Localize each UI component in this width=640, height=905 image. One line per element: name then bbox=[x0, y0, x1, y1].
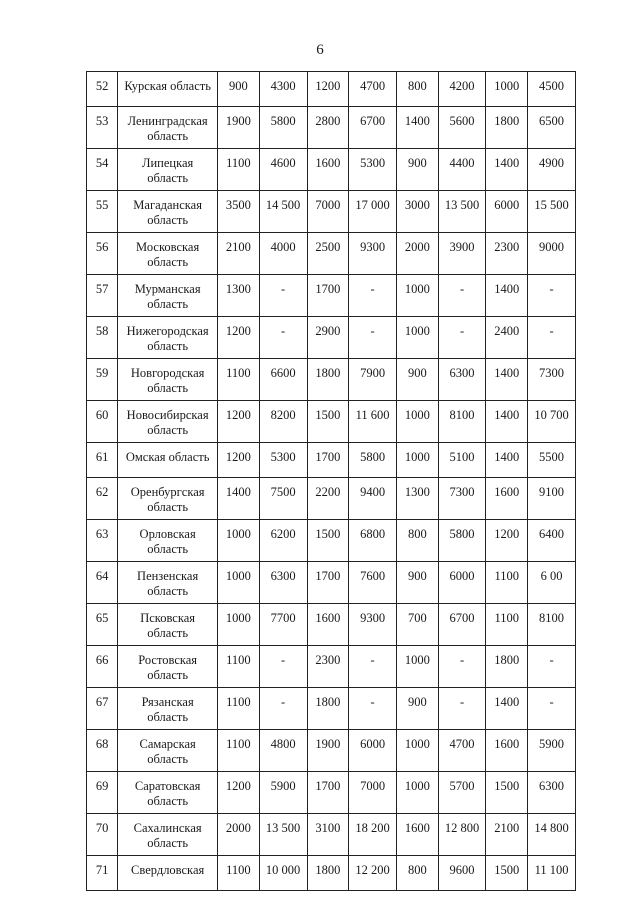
value-cell: 7300 bbox=[438, 478, 486, 520]
value-cell: 4300 bbox=[259, 72, 307, 107]
value-cell: 1100 bbox=[218, 856, 260, 891]
value-cell: 6700 bbox=[349, 107, 397, 149]
value-cell: 6300 bbox=[438, 359, 486, 401]
region-name-cell: Ростовская область bbox=[118, 646, 218, 688]
value-cell: 14 500 bbox=[259, 191, 307, 233]
region-name-cell: Новгородская область bbox=[118, 359, 218, 401]
value-cell: - bbox=[528, 646, 576, 688]
value-cell: - bbox=[438, 646, 486, 688]
value-cell: 18 200 bbox=[349, 814, 397, 856]
value-cell: 1100 bbox=[218, 688, 260, 730]
value-cell: 1000 bbox=[397, 443, 439, 478]
value-cell: 800 bbox=[397, 520, 439, 562]
value-cell: 4800 bbox=[259, 730, 307, 772]
value-cell: 2100 bbox=[218, 233, 260, 275]
region-name-cell: Самарская область bbox=[118, 730, 218, 772]
value-cell: 17 000 bbox=[349, 191, 397, 233]
table-row bbox=[87, 107, 576, 149]
value-cell: 1200 bbox=[218, 443, 260, 478]
value-cell: 4600 bbox=[259, 149, 307, 191]
value-cell: 1500 bbox=[486, 772, 528, 814]
row-number-cell: 71 bbox=[87, 856, 118, 891]
value-cell: 6400 bbox=[528, 520, 576, 562]
value-cell: 6000 bbox=[438, 562, 486, 604]
value-cell: 6300 bbox=[259, 562, 307, 604]
row-number-cell: 65 bbox=[87, 604, 118, 646]
value-cell: - bbox=[349, 688, 397, 730]
value-cell: 900 bbox=[397, 359, 439, 401]
value-cell: 6300 bbox=[528, 772, 576, 814]
value-cell: 5600 bbox=[438, 107, 486, 149]
value-cell: 3000 bbox=[397, 191, 439, 233]
row-number-cell: 70 bbox=[87, 814, 118, 856]
value-cell: 2000 bbox=[218, 814, 260, 856]
value-cell: 4500 bbox=[528, 72, 576, 107]
value-cell: 1800 bbox=[486, 107, 528, 149]
row-number-cell: 55 bbox=[87, 191, 118, 233]
table-row bbox=[87, 772, 576, 814]
value-cell: 2400 bbox=[486, 317, 528, 359]
table-row bbox=[87, 856, 576, 891]
value-cell: 1200 bbox=[218, 317, 260, 359]
region-name-cell: Нижегородская область bbox=[118, 317, 218, 359]
value-cell: 1800 bbox=[307, 856, 349, 891]
row-number-cell: 59 bbox=[87, 359, 118, 401]
value-cell: 4700 bbox=[438, 730, 486, 772]
value-cell: 8100 bbox=[528, 604, 576, 646]
value-cell: 1400 bbox=[486, 275, 528, 317]
value-cell: 1300 bbox=[397, 478, 439, 520]
value-cell: 9100 bbox=[528, 478, 576, 520]
value-cell: 900 bbox=[397, 688, 439, 730]
value-cell: 800 bbox=[397, 856, 439, 891]
region-name-cell: Рязанская область bbox=[118, 688, 218, 730]
table-body bbox=[87, 72, 576, 891]
value-cell: 13 500 bbox=[438, 191, 486, 233]
value-cell: 2300 bbox=[307, 646, 349, 688]
value-cell: 1200 bbox=[218, 401, 260, 443]
value-cell: 5800 bbox=[349, 443, 397, 478]
row-number-cell: 56 bbox=[87, 233, 118, 275]
row-number-cell: 64 bbox=[87, 562, 118, 604]
table-row bbox=[87, 646, 576, 688]
value-cell: 6800 bbox=[349, 520, 397, 562]
value-cell: 900 bbox=[397, 562, 439, 604]
table-row bbox=[87, 359, 576, 401]
table-row bbox=[87, 688, 576, 730]
value-cell: - bbox=[528, 275, 576, 317]
table-row bbox=[87, 72, 576, 107]
value-cell: 1400 bbox=[486, 359, 528, 401]
value-cell: 3500 bbox=[218, 191, 260, 233]
tariff-table bbox=[86, 71, 576, 891]
table-row bbox=[87, 730, 576, 772]
region-name-cell: Свердловская bbox=[118, 856, 218, 891]
row-number-cell: 66 bbox=[87, 646, 118, 688]
value-cell: 1400 bbox=[486, 149, 528, 191]
value-cell: 1100 bbox=[486, 604, 528, 646]
value-cell: 15 500 bbox=[528, 191, 576, 233]
value-cell: 1100 bbox=[218, 730, 260, 772]
value-cell: 6000 bbox=[486, 191, 528, 233]
value-cell: 5100 bbox=[438, 443, 486, 478]
value-cell: - bbox=[528, 688, 576, 730]
value-cell: 1000 bbox=[397, 317, 439, 359]
value-cell: - bbox=[349, 317, 397, 359]
region-name-cell: Магаданская область bbox=[118, 191, 218, 233]
region-name-cell: Мурманская область bbox=[118, 275, 218, 317]
value-cell: 9300 bbox=[349, 604, 397, 646]
region-name-cell: Липецкая область bbox=[118, 149, 218, 191]
value-cell: 10 000 bbox=[259, 856, 307, 891]
value-cell: 1600 bbox=[307, 604, 349, 646]
value-cell: 1500 bbox=[307, 520, 349, 562]
value-cell: 1100 bbox=[218, 359, 260, 401]
value-cell: 5900 bbox=[528, 730, 576, 772]
value-cell: 9000 bbox=[528, 233, 576, 275]
value-cell: 8200 bbox=[259, 401, 307, 443]
value-cell: 1600 bbox=[486, 730, 528, 772]
region-name-cell: Пензенская область bbox=[118, 562, 218, 604]
value-cell: 1800 bbox=[307, 359, 349, 401]
table-row bbox=[87, 562, 576, 604]
region-name-cell: Псковская область bbox=[118, 604, 218, 646]
table-row bbox=[87, 401, 576, 443]
value-cell: 7000 bbox=[307, 191, 349, 233]
row-number-cell: 61 bbox=[87, 443, 118, 478]
value-cell: 1100 bbox=[486, 562, 528, 604]
value-cell: 1700 bbox=[307, 562, 349, 604]
value-cell: 9300 bbox=[349, 233, 397, 275]
value-cell: - bbox=[528, 317, 576, 359]
value-cell: 5800 bbox=[438, 520, 486, 562]
value-cell: 7900 bbox=[349, 359, 397, 401]
value-cell: 1700 bbox=[307, 275, 349, 317]
value-cell: 1000 bbox=[397, 730, 439, 772]
row-number-cell: 58 bbox=[87, 317, 118, 359]
value-cell: 5300 bbox=[259, 443, 307, 478]
value-cell: 1100 bbox=[218, 149, 260, 191]
value-cell: 900 bbox=[218, 72, 260, 107]
value-cell: 2300 bbox=[486, 233, 528, 275]
row-number-cell: 53 bbox=[87, 107, 118, 149]
region-name-cell: Ленинградская область bbox=[118, 107, 218, 149]
value-cell: 1600 bbox=[397, 814, 439, 856]
table-row bbox=[87, 604, 576, 646]
value-cell: 1000 bbox=[397, 646, 439, 688]
table-row bbox=[87, 814, 576, 856]
region-name-cell: Орловская область bbox=[118, 520, 218, 562]
value-cell: 1100 bbox=[218, 646, 260, 688]
value-cell: 1400 bbox=[486, 401, 528, 443]
value-cell: - bbox=[438, 688, 486, 730]
value-cell: 800 bbox=[397, 72, 439, 107]
value-cell: 5900 bbox=[259, 772, 307, 814]
row-number-cell: 69 bbox=[87, 772, 118, 814]
row-number-cell: 52 bbox=[87, 72, 118, 107]
value-cell: 12 200 bbox=[349, 856, 397, 891]
value-cell: 5500 bbox=[528, 443, 576, 478]
value-cell: 900 bbox=[397, 149, 439, 191]
value-cell: 6500 bbox=[528, 107, 576, 149]
table-row bbox=[87, 443, 576, 478]
region-name-cell: Сахалинская область bbox=[118, 814, 218, 856]
row-number-cell: 67 bbox=[87, 688, 118, 730]
row-number-cell: 62 bbox=[87, 478, 118, 520]
value-cell: 1900 bbox=[307, 730, 349, 772]
row-number-cell: 57 bbox=[87, 275, 118, 317]
value-cell: 7000 bbox=[349, 772, 397, 814]
value-cell: 1000 bbox=[218, 562, 260, 604]
value-cell: 1200 bbox=[486, 520, 528, 562]
value-cell: 4000 bbox=[259, 233, 307, 275]
value-cell: - bbox=[259, 275, 307, 317]
value-cell: 1000 bbox=[397, 401, 439, 443]
value-cell: 1000 bbox=[218, 604, 260, 646]
value-cell: 1400 bbox=[397, 107, 439, 149]
value-cell: 1000 bbox=[397, 772, 439, 814]
value-cell: 11 600 bbox=[349, 401, 397, 443]
row-number-cell: 63 bbox=[87, 520, 118, 562]
value-cell: 9400 bbox=[349, 478, 397, 520]
value-cell: - bbox=[438, 317, 486, 359]
region-name-cell: Омская область bbox=[118, 443, 218, 478]
value-cell: 6 00 bbox=[528, 562, 576, 604]
value-cell: - bbox=[438, 275, 486, 317]
value-cell: 1400 bbox=[218, 478, 260, 520]
region-name-cell: Оренбургская область bbox=[118, 478, 218, 520]
value-cell: 1700 bbox=[307, 772, 349, 814]
table-row bbox=[87, 275, 576, 317]
value-cell: 1200 bbox=[307, 72, 349, 107]
value-cell: 700 bbox=[397, 604, 439, 646]
value-cell: 1700 bbox=[307, 443, 349, 478]
value-cell: 1500 bbox=[307, 401, 349, 443]
value-cell: 13 500 bbox=[259, 814, 307, 856]
page-number: 6 bbox=[316, 42, 324, 58]
value-cell: 11 100 bbox=[528, 856, 576, 891]
value-cell: 12 800 bbox=[438, 814, 486, 856]
table-row bbox=[87, 520, 576, 562]
region-name-cell: Новосибирская область bbox=[118, 401, 218, 443]
value-cell: 1400 bbox=[486, 688, 528, 730]
value-cell: 7600 bbox=[349, 562, 397, 604]
row-number-cell: 54 bbox=[87, 149, 118, 191]
value-cell: 4400 bbox=[438, 149, 486, 191]
value-cell: 1200 bbox=[218, 772, 260, 814]
table-row bbox=[87, 191, 576, 233]
value-cell: 1600 bbox=[307, 149, 349, 191]
value-cell: 1600 bbox=[486, 478, 528, 520]
value-cell: 2800 bbox=[307, 107, 349, 149]
table-row bbox=[87, 317, 576, 359]
value-cell: 7500 bbox=[259, 478, 307, 520]
value-cell: 8100 bbox=[438, 401, 486, 443]
value-cell: 1400 bbox=[486, 443, 528, 478]
value-cell: 1000 bbox=[486, 72, 528, 107]
value-cell: 2500 bbox=[307, 233, 349, 275]
value-cell: 1000 bbox=[218, 520, 260, 562]
value-cell: 3900 bbox=[438, 233, 486, 275]
value-cell: 14 800 bbox=[528, 814, 576, 856]
value-cell: 1900 bbox=[218, 107, 260, 149]
region-name-cell: Московская область bbox=[118, 233, 218, 275]
value-cell: 1500 bbox=[486, 856, 528, 891]
value-cell: 4700 bbox=[349, 72, 397, 107]
table-row bbox=[87, 233, 576, 275]
region-name-cell: Курская область bbox=[118, 72, 218, 107]
value-cell: 2000 bbox=[397, 233, 439, 275]
value-cell: 9600 bbox=[438, 856, 486, 891]
value-cell: - bbox=[259, 688, 307, 730]
value-cell: - bbox=[349, 275, 397, 317]
row-number-cell: 60 bbox=[87, 401, 118, 443]
value-cell: - bbox=[259, 646, 307, 688]
value-cell: 6700 bbox=[438, 604, 486, 646]
row-number-cell: 68 bbox=[87, 730, 118, 772]
value-cell: - bbox=[349, 646, 397, 688]
region-name-cell: Саратовская область bbox=[118, 772, 218, 814]
value-cell: 7700 bbox=[259, 604, 307, 646]
value-cell: 7300 bbox=[528, 359, 576, 401]
value-cell: 5800 bbox=[259, 107, 307, 149]
value-cell: 5700 bbox=[438, 772, 486, 814]
table-row bbox=[87, 478, 576, 520]
value-cell: 6200 bbox=[259, 520, 307, 562]
value-cell: 2200 bbox=[307, 478, 349, 520]
value-cell: 2900 bbox=[307, 317, 349, 359]
value-cell: - bbox=[259, 317, 307, 359]
value-cell: 1800 bbox=[307, 688, 349, 730]
value-cell: 4900 bbox=[528, 149, 576, 191]
value-cell: 10 700 bbox=[528, 401, 576, 443]
value-cell: 2100 bbox=[486, 814, 528, 856]
value-cell: 5300 bbox=[349, 149, 397, 191]
value-cell: 1000 bbox=[397, 275, 439, 317]
value-cell: 3100 bbox=[307, 814, 349, 856]
value-cell: 6600 bbox=[259, 359, 307, 401]
value-cell: 1800 bbox=[486, 646, 528, 688]
value-cell: 4200 bbox=[438, 72, 486, 107]
value-cell: 1300 bbox=[218, 275, 260, 317]
table-row bbox=[87, 149, 576, 191]
value-cell: 6000 bbox=[349, 730, 397, 772]
